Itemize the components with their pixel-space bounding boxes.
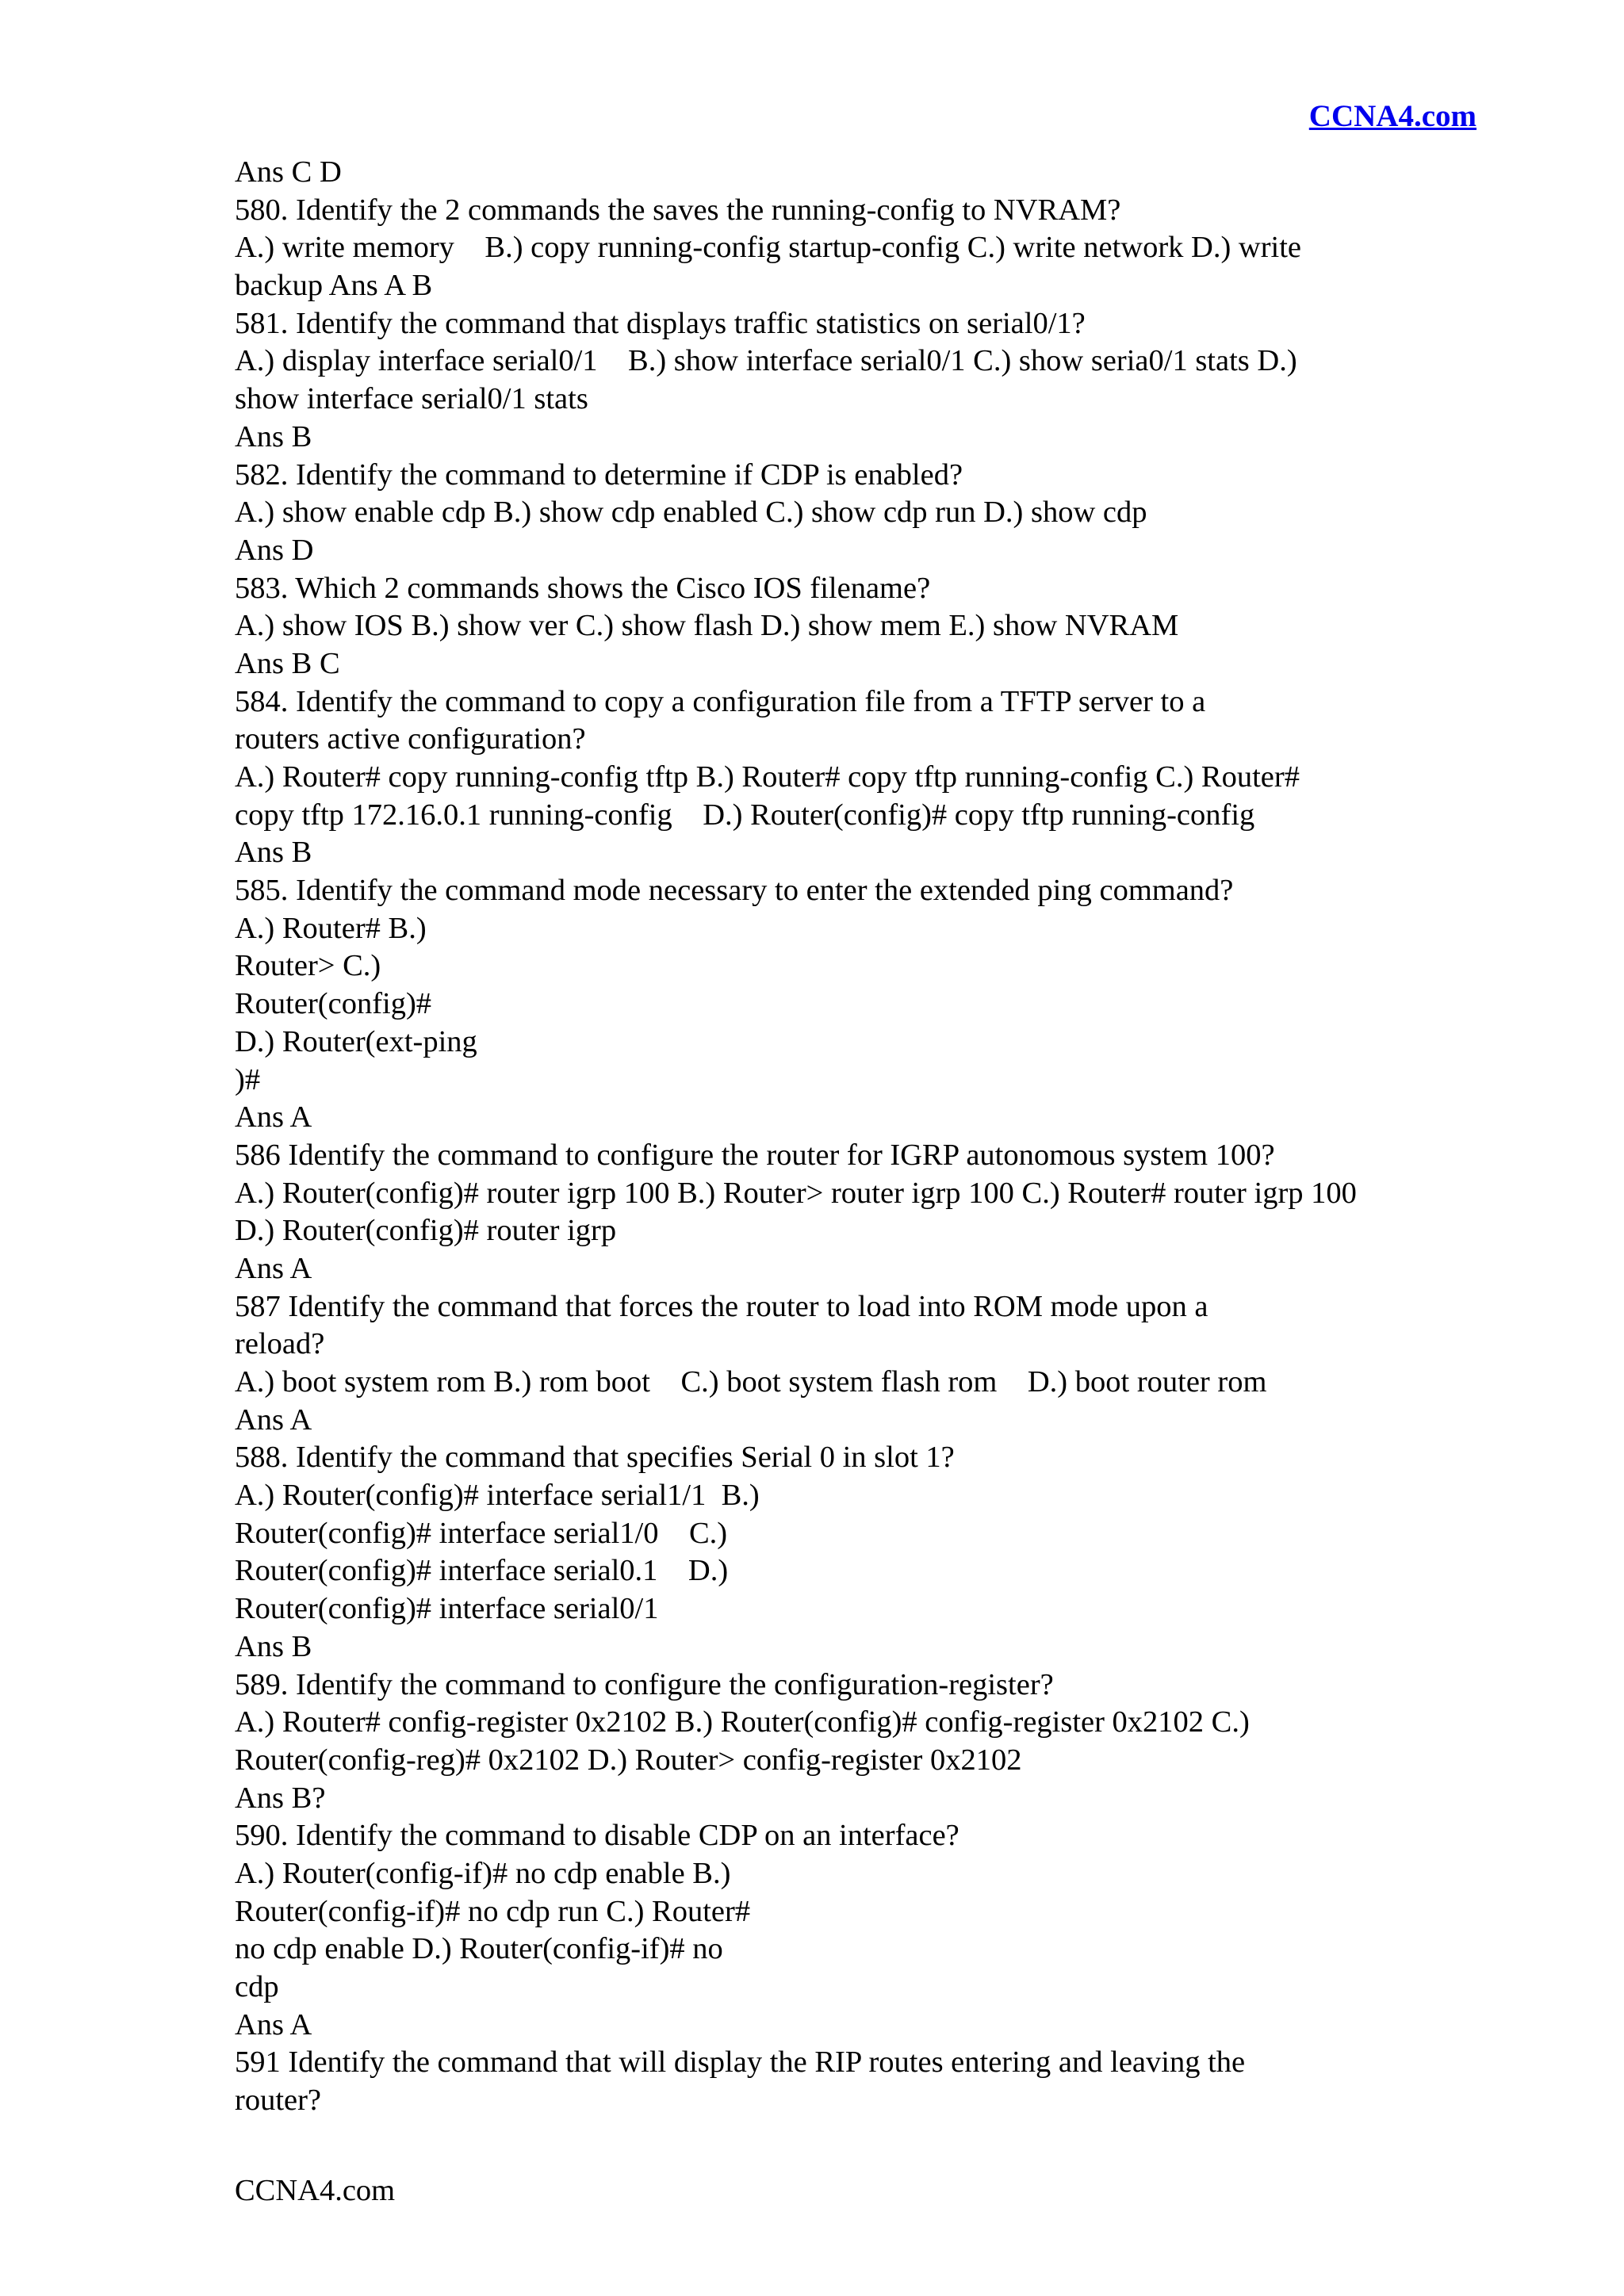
text-line: Ans A xyxy=(235,2007,312,2042)
text-line: A.) show enable cdp B.) show cdp enabled C.) show cdp run D.) show cdp xyxy=(235,496,1147,530)
header-site-link[interactable]: CCNA4.com xyxy=(1308,99,1477,133)
text-line: )# xyxy=(235,1062,261,1096)
text-line: Ans D xyxy=(235,533,314,567)
text-line: A.) Router(config)# router igrp 100 B.) Router> router igrp 100 C.) Router# router igrp 100 xyxy=(235,1176,1357,1210)
text-line: Ans B xyxy=(235,419,312,453)
text-line: Router(config-if)# no cdp run C.) Router# xyxy=(235,1894,751,1928)
text-line: Ans C D xyxy=(235,155,342,189)
text-line: D.) Router(config)# router igrp xyxy=(235,1214,617,1248)
text-line: Router(config)# interface serial0.1 D.) xyxy=(235,1554,729,1588)
text-line: router? xyxy=(235,2084,322,2118)
text-line: copy tftp 172.16.0.1 running-config D.) Router(config)# copy tftp running-config xyxy=(235,798,1255,832)
text-line: 586 Identify the command to configure the router for IGRP autonomous system 100? xyxy=(235,1138,1275,1172)
text-line: Router(config)# interface serial1/0 C.) xyxy=(235,1516,728,1550)
text-line: Ans B xyxy=(235,1629,312,1663)
text-line: Ans A xyxy=(235,1251,312,1285)
text-line: 581. Identify the command that displays traffic statistics on serial0/1? xyxy=(235,306,1086,340)
footer-site-text: CCNA4.com xyxy=(235,2174,396,2207)
text-line: Ans B? xyxy=(235,1781,326,1815)
text-line: A.) show IOS B.) show ver C.) show flash D.) show mem E.) show NVRAM xyxy=(235,609,1179,643)
text-line: Ans B C xyxy=(235,646,340,680)
text-line: 580. Identify the 2 commands the saves the running-config to NVRAM? xyxy=(235,193,1121,227)
text-line: 585. Identify the command mode necessary to enter the extended ping command? xyxy=(235,874,1234,908)
text-line: no cdp enable D.) Router(config-if)# no xyxy=(235,1932,723,1966)
text-line: 589. Identify the command to configure the configuration-register? xyxy=(235,1667,1054,1701)
text-line: A.) boot system rom B.) rom boot C.) boot system flash rom D.) boot router rom xyxy=(235,1365,1267,1399)
text-line: Router> C.) xyxy=(235,949,381,983)
text-line: routers active configuration? xyxy=(235,722,586,756)
text-line: Router(config)# interface serial0/1 xyxy=(235,1592,659,1626)
text-line: Router(config-reg)# 0x2102 D.) Router> config-register 0x2102 xyxy=(235,1743,1022,1777)
text-line: Ans A xyxy=(235,1402,312,1437)
text-line: 588. Identify the command that specifies Serial 0 in slot 1? xyxy=(235,1441,955,1475)
text-line: A.) Router(config)# interface serial1/1 B.) xyxy=(235,1479,760,1513)
text-line: 583. Which 2 commands shows the Cisco IOS filename? xyxy=(235,571,931,605)
text-line: D.) Router(ext-ping xyxy=(235,1024,477,1058)
text-line: show interface serial0/1 stats xyxy=(235,382,588,416)
text-line: 587 Identify the command that forces the router to load into ROM mode upon a xyxy=(235,1289,1208,1323)
text-line: 591 Identify the command that will display the RIP routes entering and leaving the xyxy=(235,2045,1246,2080)
text-line: backup Ans A B xyxy=(235,269,433,303)
text-line: 584. Identify the command to copy a configuration file from a TFTP server to a xyxy=(235,684,1206,718)
text-line: A.) display interface serial0/1 B.) show interface serial0/1 C.) show seria0/1 stats D.) xyxy=(235,344,1297,378)
text-line: A.) Router(config-if)# no cdp enable B.) xyxy=(235,1856,731,1890)
document-body xyxy=(235,154,1503,2120)
text-line: Ans B xyxy=(235,836,312,870)
text-line: A.) Router# copy running-config tftp B.) Router# copy tftp running-config C.) Router# xyxy=(235,760,1300,794)
text-line: A.) Router# B.) xyxy=(235,911,427,945)
text-line: Router(config)# xyxy=(235,987,432,1021)
text-line: A.) Router# config-register 0x2102 B.) Router(config)# config-register 0x2102 C.) xyxy=(235,1705,1250,1739)
text-line: 590. Identify the command to disable CDP on an interface? xyxy=(235,1819,959,1853)
text-line: reload? xyxy=(235,1327,325,1361)
text-line: A.) write memory B.) copy running-config startup-config C.) write network D.) write xyxy=(235,231,1302,265)
text-line: cdp xyxy=(235,1970,279,2003)
text-line: Ans A xyxy=(235,1100,312,1135)
text-line: 582. Identify the command to determine if CDP is enabled? xyxy=(235,457,963,492)
